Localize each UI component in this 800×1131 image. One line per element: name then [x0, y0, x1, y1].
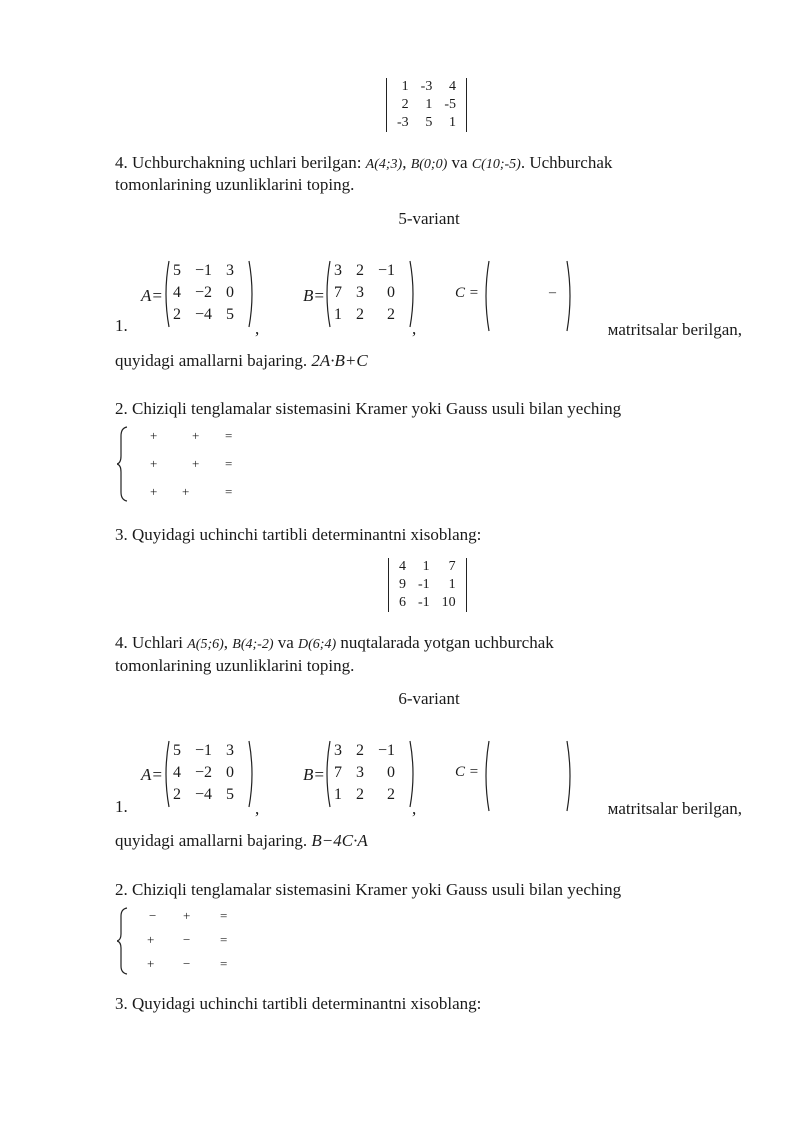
- op: +: [147, 932, 155, 947]
- comma: ,: [412, 799, 417, 818]
- item-number: 1.: [115, 316, 128, 335]
- matrix-b: [327, 260, 413, 328]
- det-cell: -1: [418, 577, 430, 592]
- system-brace-icon: [117, 426, 129, 502]
- matrix-c-label: C =: [455, 285, 479, 301]
- expression: 2A·B+C: [311, 351, 368, 370]
- op: =: [220, 956, 228, 971]
- op: −: [183, 956, 191, 971]
- task4-text: 4. Uchburchakning uchlari berilgan:: [115, 153, 366, 172]
- matrix-cell: 4: [173, 284, 181, 301]
- conjunction: va: [273, 633, 299, 652]
- op: −: [149, 908, 157, 923]
- matrix-cell: 2: [173, 786, 181, 803]
- operations-text: quyidagi amallarni bajaring.: [115, 351, 312, 370]
- matrix-a: [166, 740, 252, 808]
- matrix-cell: −2: [195, 284, 213, 301]
- matrix-cell: 5: [173, 262, 181, 279]
- system-brace-icon: [117, 907, 129, 975]
- matrix-cell: −2: [195, 764, 213, 781]
- matrix-a-label: A=: [141, 286, 163, 305]
- matrix-cell: 5: [226, 786, 235, 803]
- det-cell: 10: [441, 595, 456, 610]
- comma: ,: [412, 319, 417, 338]
- matrix-cell: 3: [226, 742, 235, 759]
- det-cell: 4: [449, 79, 457, 94]
- operations-text: quyidagi amallarni bajaring.: [115, 831, 312, 850]
- matrix-c-entry: –: [549, 285, 556, 300]
- matrix-cell: −4: [195, 306, 213, 323]
- task4-text-end: . Uchburchak: [520, 153, 613, 172]
- comma: ,: [255, 319, 260, 338]
- determinant-top-table: [391, 78, 462, 132]
- point-c: C(10;-5): [471, 157, 521, 172]
- matrix-cell: 2: [356, 306, 364, 323]
- matrix-cell: 3: [356, 764, 364, 781]
- operations-line: [115, 350, 368, 372]
- expression: B−4C·A: [311, 831, 368, 850]
- op: =: [220, 932, 228, 947]
- matrix-cell: 5: [173, 742, 181, 759]
- matrix-cell: 2: [173, 306, 181, 323]
- point-b: B(4;-2): [232, 637, 274, 652]
- task3-text: 3. Quyidagi uchinchi tartibli determinantni xisoblang:: [115, 994, 482, 1013]
- det-cell: -3: [397, 115, 409, 130]
- variant-title: 5-variant: [398, 209, 460, 228]
- task4-line2: tomonlarining uzunliklarini toping.: [115, 175, 355, 194]
- matrix-b-label: B=: [303, 286, 325, 305]
- matrix-cell: 5: [226, 306, 235, 323]
- op: +: [182, 484, 190, 499]
- matrix-cell: −1: [378, 262, 396, 279]
- matrix-cell: 2: [356, 742, 364, 759]
- matrix-cell: 2: [387, 306, 396, 323]
- matrices-given-text: мatritsalar berilgan,: [607, 799, 742, 818]
- det-cell: 1: [448, 577, 456, 592]
- det-cell: -3: [420, 79, 433, 94]
- matrices-given-text: мatritsalar berilgan,: [607, 320, 742, 339]
- matrix-cell: 3: [356, 284, 364, 301]
- left-paren-icon: [162, 740, 170, 808]
- op: +: [183, 908, 191, 923]
- matrix-cell: 7: [334, 764, 342, 781]
- determinant-top: [386, 78, 467, 132]
- op: +: [150, 428, 158, 443]
- determinant: [388, 558, 467, 612]
- op: +: [147, 956, 155, 971]
- task2-text: 2. Chiziqli tenglamalar sistemasini Kramer yoki Gauss usuli bilan yeching: [115, 880, 622, 899]
- op: +: [192, 428, 200, 443]
- det-cell: 1: [425, 97, 433, 112]
- variant-title: 6-variant: [398, 689, 460, 708]
- left-paren-icon: [323, 740, 331, 808]
- matrix-b: [327, 740, 413, 808]
- system-rows: [147, 908, 267, 974]
- op: =: [225, 484, 233, 499]
- matrix-b-label: B=: [303, 765, 325, 784]
- task3-text: 3. Quyidagi uchinchi tartibli determinantni xisoblang:: [115, 525, 482, 544]
- matrix-cell: −1: [195, 262, 213, 279]
- matrix-cell: 1: [334, 786, 342, 803]
- task4-text: 4. Uchlari: [115, 633, 188, 652]
- op: +: [150, 484, 158, 499]
- matrix-cell: 7: [334, 284, 342, 301]
- task4-line2: tomonlarining uzunliklarini toping.: [115, 656, 355, 675]
- det-cell: 4: [399, 559, 406, 574]
- matrix-cell: 3: [334, 262, 342, 279]
- det-cell: 9: [399, 577, 406, 592]
- det-cell: 7: [448, 559, 456, 574]
- operations-line: [115, 830, 368, 852]
- matrix-cell: 0: [387, 764, 396, 781]
- matrix-c-left-paren-icon: [482, 260, 490, 332]
- task2-text: 2. Chiziqli tenglamalar sistemasini Kramer yoki Gauss usuli bilan yeching: [115, 399, 622, 418]
- det-cell: 2: [401, 97, 409, 112]
- matrix-a-label: A=: [141, 765, 163, 784]
- matrix-cell: 1: [334, 306, 342, 323]
- op: =: [225, 456, 233, 471]
- det-cell: 1: [449, 115, 457, 130]
- op: +: [150, 456, 158, 471]
- task4-line1: [115, 152, 612, 176]
- matrix-c-right-paren-icon: [566, 260, 574, 332]
- op: =: [225, 428, 233, 443]
- left-paren-icon: [323, 260, 331, 328]
- matrix-cell: 2: [387, 786, 396, 803]
- matrix-cell: 2: [356, 262, 364, 279]
- item-number: 1.: [115, 797, 128, 816]
- matrix-cell: −1: [195, 742, 213, 759]
- det-cell: 1: [422, 559, 430, 574]
- conjunction: va: [447, 153, 472, 172]
- det-cell: 5: [425, 115, 433, 130]
- point-b: B(0;0): [410, 157, 448, 172]
- op: −: [183, 932, 191, 947]
- task4-line1: [115, 632, 554, 656]
- matrix-cell: 4: [173, 764, 181, 781]
- left-paren-icon: [162, 260, 170, 328]
- op: +: [192, 456, 200, 471]
- matrix-cell: −4: [195, 786, 213, 803]
- matrix-cell: 0: [226, 284, 235, 301]
- det-cell: -5: [444, 97, 457, 112]
- det-cell: 1: [401, 79, 409, 94]
- separator: ,: [402, 153, 411, 172]
- matrix-cell: 3: [226, 262, 235, 279]
- point-a: A(5;6): [187, 637, 224, 652]
- matrix-cell: 3: [334, 742, 342, 759]
- det-cell: 6: [399, 595, 406, 610]
- point-d: D(6;4): [298, 637, 337, 652]
- separator: ,: [223, 633, 233, 652]
- matrix-cell: 0: [387, 284, 396, 301]
- point-a: A(4;3): [365, 157, 403, 172]
- matrix-c-label: C =: [455, 764, 479, 780]
- comma: ,: [255, 799, 260, 818]
- det-cell: -1: [418, 595, 430, 610]
- matrix-cell: 2: [356, 786, 364, 803]
- matrix-c-left-paren-icon: [482, 740, 490, 812]
- task4-text-end: nuqtalarada yotgan uchburchak: [336, 633, 554, 652]
- matrix-c-right-paren-icon: [566, 740, 574, 812]
- system-rows: [150, 428, 270, 500]
- matrix-cell: −1: [378, 742, 396, 759]
- matrix-a: [166, 260, 252, 328]
- op: =: [220, 908, 228, 923]
- matrix-cell: 0: [226, 764, 235, 781]
